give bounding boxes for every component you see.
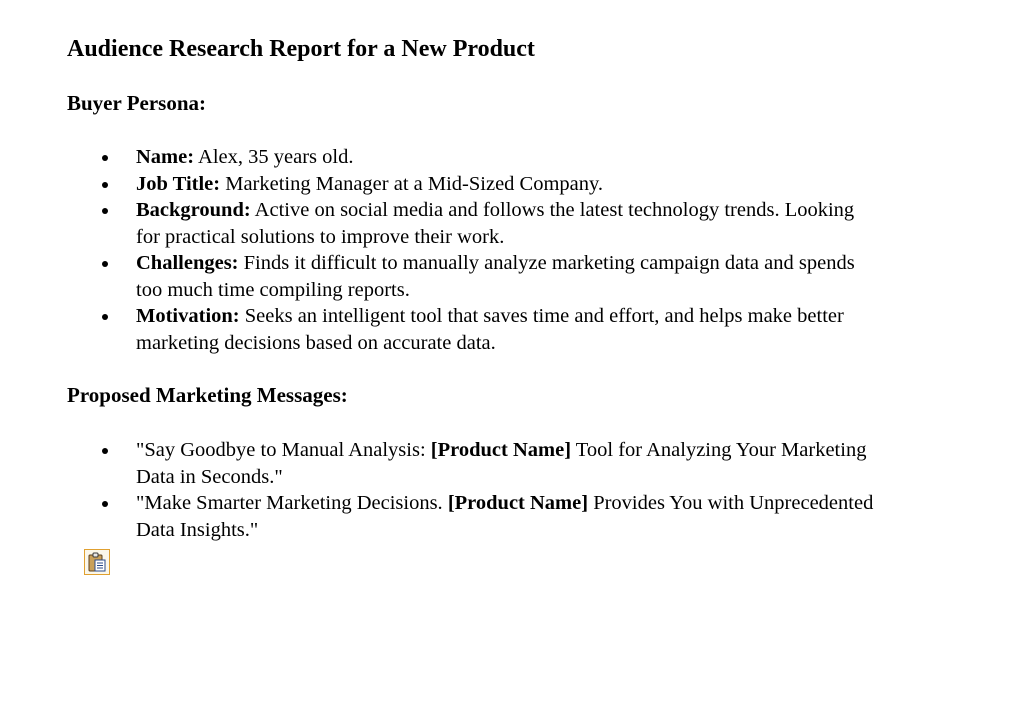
- list-item: [67, 303, 876, 356]
- persona-label: Name:: [136, 146, 195, 168]
- bullet-icon: [102, 155, 108, 161]
- persona-label: Background:: [136, 199, 251, 221]
- product-name-placeholder: [Product Name]: [447, 492, 589, 514]
- buyer-persona-list: [67, 144, 947, 356]
- persona-text: Marketing Manager at a Mid-Sized Company.: [220, 172, 604, 195]
- bullet-icon: [102, 208, 108, 214]
- bullet-icon: [102, 501, 108, 507]
- product-name-placeholder: [Product Name]: [430, 439, 572, 461]
- message-text-after: Provides You with Unprecedented Data Insights.": [136, 492, 874, 541]
- bullet-icon: [102, 448, 108, 454]
- bullet-icon: [102, 182, 108, 188]
- bullet-icon: [102, 314, 108, 320]
- persona-text: Finds it difficult to manually analyze marketing campaign data and spends too much time compiling reports.: [136, 252, 855, 301]
- message-text-before: "Make Smarter Marketing Decisions.: [136, 492, 448, 514]
- persona-label: Motivation:: [136, 305, 240, 327]
- list-item: [67, 490, 876, 543]
- document-title: Audience Research Report for a New Product: [67, 36, 535, 62]
- list-item: [67, 437, 876, 490]
- buyer-persona-heading: Buyer Persona:: [67, 91, 207, 115]
- persona-label: Job Title:: [136, 172, 221, 195]
- persona-text: Active on social media and follows the latest technology trends. Looking for practical solutions to improve their work.: [136, 199, 855, 248]
- marketing-messages-list: [67, 437, 947, 543]
- list-item: [67, 250, 876, 303]
- clipboard-icon: [85, 550, 109, 574]
- list-item: [67, 171, 876, 198]
- persona-text: Alex, 35 years old.: [194, 146, 354, 168]
- persona-text: Seeks an intelligent tool that saves time and effort, and helps make better marketing decisions based on accurate data.: [136, 305, 844, 354]
- document-body: [67, 34, 947, 543]
- list-item: [67, 197, 876, 250]
- bullet-icon: [102, 261, 108, 267]
- persona-label: Challenges:: [136, 252, 239, 274]
- paste-options-button[interactable]: [84, 549, 110, 575]
- list-item: [67, 144, 876, 171]
- message-text-before: "Say Goodbye to Manual Analysis:: [136, 439, 431, 461]
- marketing-messages-heading: Proposed Marketing Messages:: [67, 383, 348, 407]
- message-text-after: Tool for Analyzing Your Marketing Data in Seconds.": [136, 439, 867, 488]
